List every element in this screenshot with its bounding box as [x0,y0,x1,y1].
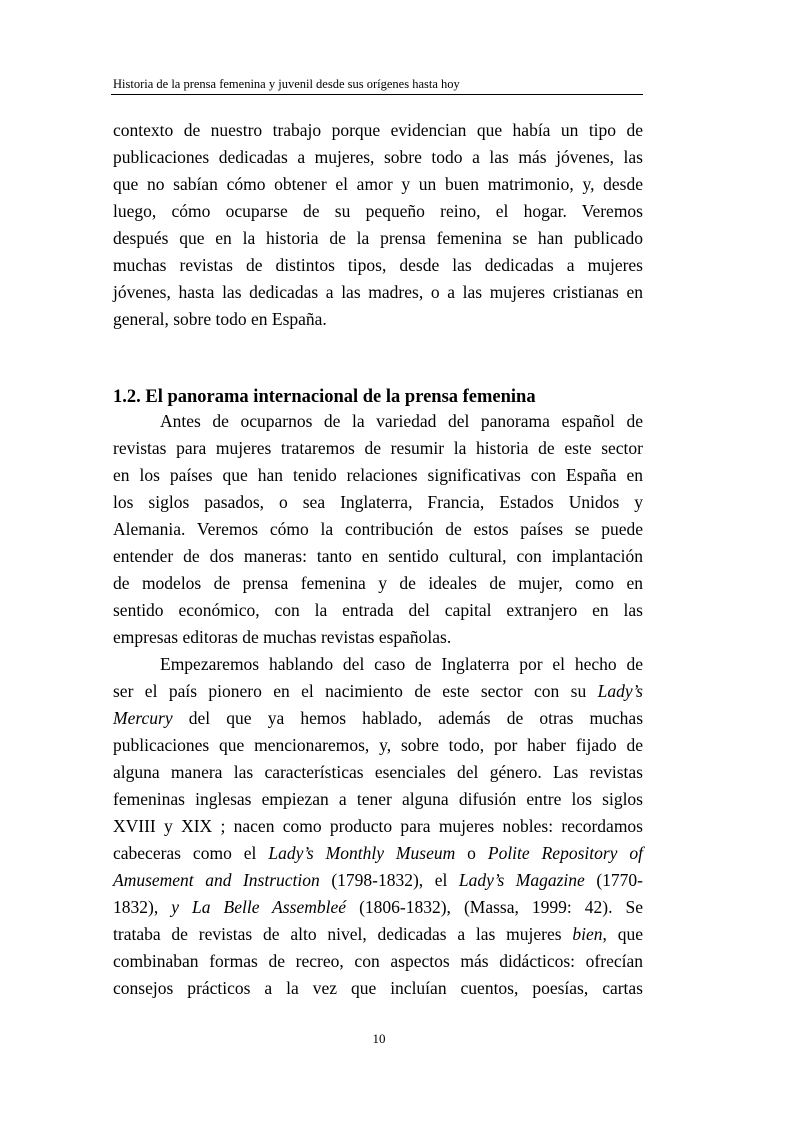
text-line: jóvenes, hasta las dedicadas a las madres, o a las mujeres cristianas en [113,282,643,302]
text-run: (1770- [584,870,643,890]
text-line: contexto de nuestro trabajo porque evidencian que había un tipo de [113,120,643,140]
page-number: 10 [372,1031,386,1046]
publication-title: y La Belle Assembleé [171,897,347,917]
text-line [113,868,643,892]
text-line: sentido económico, con la entrada del capital extranjero en las [113,600,643,620]
text-line: Empezaremos hablando del caso de Inglaterra por el hecho de [160,654,643,674]
publication-title: Polite Repository of [487,843,643,863]
text-line: femeninas inglesas empiezan a tener alguna difusión entre los siglos [113,789,643,809]
text-run: , que [602,924,643,944]
header-divider [111,94,643,95]
text-run: del que ya hemos hablado, además de otras muchas [172,708,643,728]
text-run: cabeceras como el [113,843,269,863]
text-line: publicaciones dedicadas a mujeres, sobre todo a las más jóvenes, las [113,147,643,167]
text-line: Antes de ocuparnos de la variedad del panorama español de [160,411,643,431]
text-line [113,841,643,865]
text-line: en los países que han tenido relaciones significativas con España en [113,465,643,485]
text-line: los siglos pasados, o sea Inglaterra, Francia, Estados Unidos y [113,492,643,512]
running-header: Historia de la prensa femenina y juvenil desde sus orígenes hasta hoy [113,77,460,91]
section-heading: 1.2. El panorama internacional de la prensa femenina [113,387,536,407]
text-line: combinaban formas de recreo, con aspectos más didácticos: ofrecían [113,951,643,971]
text-line: publicaciones que mencionaremos, y, sobre todo, por haber fijado de [113,735,643,755]
text-line: XVIII y XIX ; nacen como producto para mujeres nobles: recordamos [113,816,643,836]
text-run: ser el país pionero en el nacimiento de este sector con su [113,681,598,701]
text-line: empresas editoras de muchas revistas españolas. [113,627,452,647]
text-line [113,922,643,946]
text-run: o [455,843,488,863]
text-run: 1832), [113,897,172,917]
publication-title: Lady’s Monthly Museum [268,843,456,863]
text-run: (1798-1832), el [319,870,459,890]
text-line: muchas revistas de distintos tipos, desde las dedicadas a mujeres [113,255,643,275]
text-run: trataba de revistas de alto nivel, dedicadas a las mujeres [113,924,573,944]
publication-title: Amusement and Instruction [113,870,320,890]
text-line: alguna manera las características esenciales del género. Las revistas [113,762,643,782]
text-line: de modelos de prensa femenina y de ideales de mujer, como en [113,573,643,593]
emphasis: bien [572,924,603,944]
text-line: consejos prácticos a la vez que incluían cuentos, poesías, cartas [113,978,643,998]
text-line: que no sabían cómo obtener el amor y un buen matrimonio, y, desde [113,174,643,194]
text-run: (1806-1832), (Massa, 1999: 42). Se [346,897,644,917]
text-line [113,895,643,919]
publication-title: Lady’s [597,681,643,701]
text-line [113,679,643,703]
text-line: entender de dos maneras: tanto en sentido cultural, con implantación [113,546,643,566]
text-line: revistas para mujeres trataremos de resumir la historia de este sector [113,438,643,458]
text-line: luego, cómo ocuparse de su pequeño reino, el hogar. Veremos [113,201,643,221]
text-line: Alemania. Veremos cómo la contribución de estos países se puede [113,519,643,539]
text-line: general, sobre todo en España. [113,309,327,329]
text-line [113,706,643,730]
publication-title: Lady’s Magazine [458,870,585,890]
publication-title: Mercury [113,708,173,728]
text-line: después que en la historia de la prensa femenina se han publicado [113,228,643,248]
